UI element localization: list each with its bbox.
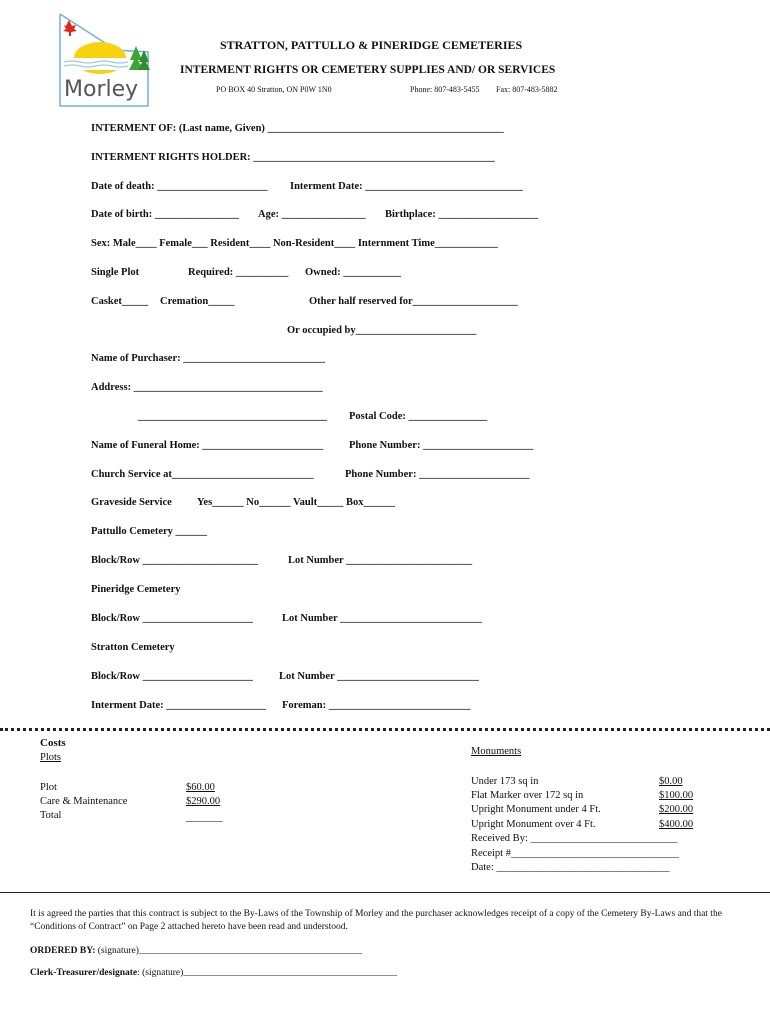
stratton-block-row-field[interactable]: Block/Row _____________________ <box>91 671 253 682</box>
total-label: Total <box>40 810 62 821</box>
ordered-by-signature[interactable] <box>30 946 362 956</box>
required-field[interactable]: Required: __________ <box>188 267 289 278</box>
horizontal-rule <box>0 892 770 893</box>
agreement-text: It is agreed the parties that this contract is subject to the By-Laws of the Township of Morley and the purchaser acknowledges receipt of a copy of the Cemetery By-Laws and that the “Conditions of Contract” on Page 2 attached hereto have been read and understood. <box>30 909 722 932</box>
document-subtitle: INTERMENT RIGHTS OR CEMETERY SUPPLIES AND/ OR SERVICES <box>180 64 556 76</box>
clerk-line[interactable]: : (signature)_____________________________________________ <box>137 968 398 978</box>
funeral-home-field[interactable]: Name of Funeral Home: _______________________ <box>91 440 324 451</box>
date-of-birth-field[interactable]: Date of birth: ________________ <box>91 209 239 220</box>
address-line2-field[interactable]: ____________________________________ <box>138 411 327 422</box>
interment-date-field[interactable]: Interment Date: ______________________________ <box>290 181 523 192</box>
graveside-options-field[interactable]: Yes______ No______ Vault_____ Box______ <box>197 497 396 508</box>
care-maintenance-price: $290.00 <box>186 796 221 807</box>
owned-field[interactable]: Owned: ___________ <box>305 267 401 278</box>
interment-date-2-field[interactable]: Interment Date: ___________________ <box>91 700 266 711</box>
clerk-label: Clerk-Treasurer/designate <box>30 968 138 978</box>
logo-text: Morley <box>64 77 139 102</box>
occupied-by-field[interactable]: Or occupied by_______________________ <box>287 325 477 336</box>
morley-logo <box>56 12 152 108</box>
phone-number: Phone: 807-483-5455 <box>410 85 480 94</box>
monument-item-price: $0.00 <box>659 776 683 787</box>
church-phone-field[interactable]: Phone Number: _____________________ <box>345 469 530 480</box>
received-by-field[interactable]: Received By: ____________________________ <box>471 833 678 844</box>
rights-holder-field[interactable]: INTERMENT RIGHTS HOLDER: ______________________________________________ <box>91 152 495 163</box>
document-title: STRATTON, PATTULLO & PINERIDGE CEMETERIES <box>220 38 523 52</box>
date-of-death-field[interactable]: Date of death: _____________________ <box>91 181 268 192</box>
mailing-address: PO BOX 40 Stratton, ON P0W 1N0 <box>216 85 332 94</box>
pineridge-cemetery-label: Pineridge Cemetery <box>91 584 181 595</box>
plots-heading: Plots <box>40 752 62 763</box>
purchaser-field[interactable]: Name of Purchaser: ___________________________ <box>91 353 325 364</box>
clerk-signature[interactable] <box>30 968 397 978</box>
foreman-field[interactable]: Foreman: ___________________________ <box>282 700 471 711</box>
church-service-field[interactable]: Church Service at___________________________ <box>91 469 314 480</box>
postal-code-field[interactable]: Postal Code: _______________ <box>349 411 488 422</box>
plot-label: Plot <box>40 782 57 793</box>
dotted-separator <box>0 728 770 731</box>
birthplace-field[interactable]: Birthplace: ___________________ <box>385 209 539 220</box>
fax-number: Fax: 807-483-5882 <box>496 85 558 94</box>
single-plot-label: Single Plot <box>91 267 140 278</box>
pattullo-lot-field[interactable]: Lot Number ________________________ <box>288 555 473 566</box>
pattullo-cemetery-field[interactable]: Pattullo Cemetery ______ <box>91 526 208 537</box>
age-field[interactable]: Age: ________________ <box>258 209 366 220</box>
plot-price: $60.00 <box>186 782 215 793</box>
receipt-number-field[interactable]: Receipt #________________________________ <box>471 848 679 859</box>
monument-item-label: Flat Marker over 172 sq in <box>471 790 584 801</box>
monument-item-price: $200.00 <box>659 804 694 815</box>
interment-of-field[interactable]: INTERMENT OF: (Last name, Given) _____________________________________________ <box>91 123 504 134</box>
casket-field[interactable]: Casket_____ <box>91 296 149 307</box>
monument-item-price: $100.00 <box>659 790 694 801</box>
pineridge-block-row-field[interactable]: Block/Row _____________________ <box>91 613 253 624</box>
monument-item-label: Under 173 sq in <box>471 776 539 787</box>
costs-heading: Costs <box>40 737 66 749</box>
stratton-lot-field[interactable]: Lot Number ___________________________ <box>279 671 479 682</box>
graveside-service-label: Graveside Service <box>91 497 172 508</box>
care-maintenance-label: Care & Maintenance <box>40 796 128 807</box>
pineridge-lot-field[interactable]: Lot Number ___________________________ <box>282 613 482 624</box>
monuments-heading: Monuments <box>471 746 522 757</box>
sex-residency-field[interactable]: Sex: Male____ Female___ Resident____ Non-Resident____ Internment Time____________ <box>91 238 498 249</box>
monument-item-label: Upright Monument under 4 Ft. <box>471 804 601 815</box>
pattullo-block-row-field[interactable]: Block/Row ______________________ <box>91 555 259 566</box>
stratton-cemetery-label: Stratton Cemetery <box>91 642 175 653</box>
funeral-phone-field[interactable]: Phone Number: _____________________ <box>349 440 534 451</box>
receipt-date-field[interactable]: Date: _________________________________ <box>471 862 670 873</box>
total-line[interactable]: _______ <box>186 812 223 823</box>
other-half-field[interactable]: Other half reserved for____________________ <box>309 296 518 307</box>
monument-item-label: Upright Monument over 4 Ft. <box>471 819 596 830</box>
ordered-by-line[interactable]: (signature)_______________________________________________ <box>95 946 363 956</box>
address-field[interactable]: Address: ____________________________________ <box>91 382 323 393</box>
cremation-field[interactable]: Cremation_____ <box>160 296 235 307</box>
ordered-by-label: ORDERED BY: <box>30 946 96 956</box>
maple-leaf-icon <box>63 20 77 36</box>
monument-item-price: $400.00 <box>659 819 694 830</box>
